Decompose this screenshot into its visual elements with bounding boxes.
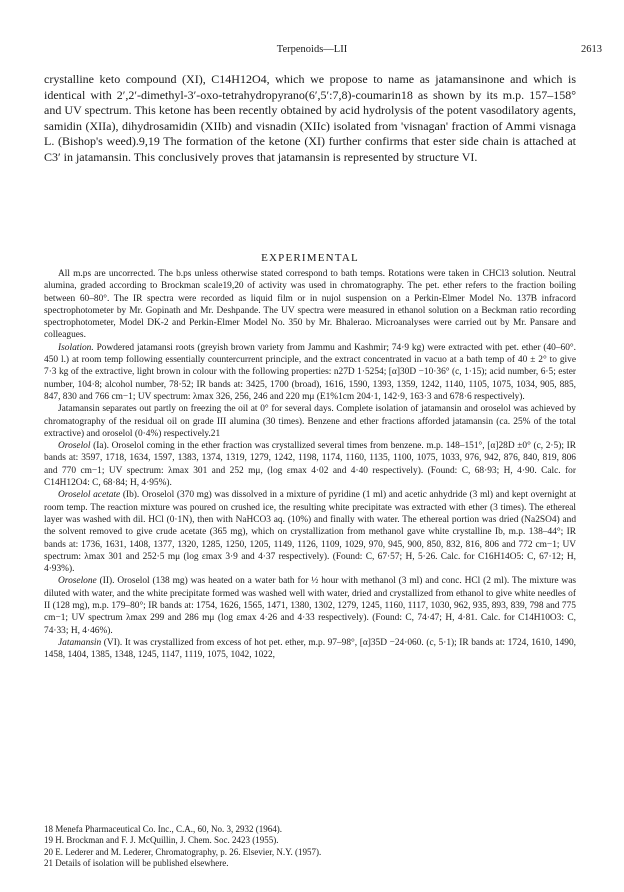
oroselol-acetate-text: (Ib). Oroselol (370 mg) was dissolved in a mixture of pyridine (1 ml) and acetic anhydride (3 ml) and kept overnight at room temp. The reaction mixture was poured on crushed ice, the resulting white precipitate was extracted with ether (3 times). The ethereal layer was washed with dil. HCl (0·1N), then with NaHCO3 aq. (10%) and finally with water. The ethereal portion was dried (Na2SO4) and the solvent removed to give crude acetate (365 mg), which on crystallization from methanol gave white crystalline Ib, m.p. 138–44°; IR bands at: 1736, 1631, 1408, 1377, 1320, 1285, 1250, 1205, 1149, 1126, 1109, 1029, 970, 945, 900, 850, 832, 816, 806 and 772 cm−1; UV spectrum: λmax 301 and 252·5 mμ (log εmax 3·9 and 4·37 respectively). (Found: C, 67·57; H, 5·26. Calc. for C16H14O5: C, 67·12; H, 4·93%). <box>44 490 576 575</box>
oroselol-acetate-paragraph <box>44 489 576 575</box>
general-methods-paragraph: All m.ps are uncorrected. The b.ps unless otherwise stated correspond to bath temps. Rotations were taken in CHCl3 solution. Neutral alumina, graded according to Brockman scale19,20 of activity was used in chromatography. The pet. ether refers to the fraction boiling between 60–80°. The IR spectra were recorded as liquid film or in nujol suspension on a Perkin-Elmer Model No. 137B infracord spectrophotometer by Mr. Gopinath and Mr. Deshpande. The UV spectra were measured in ethanol solution on a Beckman ratio recording spectrophotometer, Model DK-2 and Perkin-Elmer Model No. 350 by Mr. Bhalerao. Microanalyses were carried out by Mr. Pansare and colleagues. <box>44 269 576 341</box>
section-heading-experimental: EXPERIMENTAL <box>261 252 359 264</box>
jatamansin-paragraph <box>44 637 576 662</box>
footnote-20: 20 E. Lederer and M. Lederer, Chromatography, p. 26. Elsevier, N.Y. (1957). <box>44 846 322 857</box>
oroselol-title: Oroselol <box>58 441 91 452</box>
running-header <box>22 44 602 58</box>
oroselol-text: (Ia). Oroselol coming in the ether fraction was crystallized several times from benzene. m.p. 148–151°, [α]28D ±0° (c, 2·5); IR bands at: 3597, 1718, 1634, 1597, 1383, 1374, 1319, 1279, 1242, 1198, 1174, 1160, 1135, 1100, 1075, 1033, 976, 942, 876, 840, 819, 806 and 770 cm−1; UV spectrum: λmax 301 and 252 mμ, (log εmax 4·02 and 4·40 respectively). (Found: C, 68·93; H, 4·90. Calc. for C14H12O4: C, 68·84; H, 4·95%). <box>44 441 576 489</box>
jatamansin-text: (VI). It was crystallized from excess of hot pet. ether, m.p. 97–98°, [α]35D −24·060. (c, 5·1); IR bands at: 1724, 1610, 1490, 1458, 1404, 1385, 1348, 1245, 1147, 1119, 1075, 1042, 1022, <box>44 637 576 661</box>
oroselone-title: Oroselone <box>58 576 97 587</box>
jatamansin-title: Jatamansin <box>58 637 102 648</box>
experimental-section <box>44 268 576 662</box>
isolation-title: Isolation. <box>58 342 94 353</box>
oroselone-text: (II). Oroselol (138 mg) was heated on a water bath for ½ hour with methanol (3 ml) and conc. HCl (2 ml). The mixture was diluted with water, and the white precipitate formed was washed well with water, dried and crystallized from ethanol to give white needles of II (128 mg), m.p. 179–80°; IR bands at: 1754, 1626, 1565, 1471, 1380, 1302, 1279, 1245, 1160, 1117, 1030, 962, 935, 893, 839, 798 and 775 cm−1; UV spectrum λmax 299 and 286 mμ (log εmax 4·26 and 4·33 respectively). (Found: C, 74·47; H, 4·81. Calc. for C14H10O3: C, 74·33; H, 4·46%). <box>44 576 577 636</box>
intro-paragraph: crystalline keto compound (XI), C14H12O4, which we propose to name as jatamansinone and which is identical with 2′,2′-dimethyl-3′-oxo-tetrahydropyrano(6′,5′:7,8)-coumarin18 as shown by its m.p. 157–158° and UV spectrum. This ketone has been recently obtained by acid hydrolysis of the potent vasodilatory agents, samidin (XIIa), dihydrosamidin (XIIb) and visnadin (XIIc) isolated from 'visnagan' fraction of Ammi visnaga L. (Bishop's weed).9,19 The formation of the ketone (XI) further confirms that ester side chain is attached at C3′ in jatamansin. This conclusively proves that jatamansin is represented by structure VI. <box>44 72 576 164</box>
running-title: Terpenoids—LII <box>276 44 348 55</box>
intro-paragraph-block <box>44 72 576 165</box>
page-number: 2613 <box>581 44 602 55</box>
footnote-18: 18 Menefa Pharmaceutical Co. Inc., C.A., 60, No. 3, 2932 (1964). <box>44 824 282 834</box>
oroselol-acetate-title: Oroselol acetate <box>58 490 121 501</box>
oroselone-paragraph <box>44 575 576 636</box>
footnote-21: 21 Details of isolation will be published elsewhere. <box>44 858 229 869</box>
isolation-text: Powdered jatamansi roots (greyish brown variety from Jammu and Kashmir; 74·9 kg) were extracted with pet. ether (40–60°. 450 l.) at room temp following essentially countercurrent principle, and the extract concentrated in vacuo at a bath temp of 40 ± 2° to give 7·3 kg of the extractive, light brown in colour with the following properties: n27D 1·5254; [α]30D −10·36° (c, 1·15); acid number, 6·5; ester number, 104·8; alcohol number, 78·52; IR bands at: 3425, 1700 (broad), 1616, 1590, 1393, 1359, 1242, 1140, 1105, 1075, 1034, 905, 885, 847, 830 and 766 cm−1; UV spectrum: λmax 326, 256, 246 and 220 mμ (E1%1cm 204·1, 142·9, 163·3 and 678·6 respectively). <box>44 342 577 402</box>
footnotes <box>44 824 576 870</box>
oroselol-paragraph <box>44 440 576 489</box>
isolation-paragraph <box>44 342 576 403</box>
footnote-19: 19 H. Brockman and F. J. McQuillin, J. Chem. Soc. 2423 (1955). <box>44 835 279 846</box>
separation-paragraph: Jatamansin separates out partly on freezing the oil at 0° for several days. Complete isolation of jatamansin and oroselol was achieved by chromatography of the residual oil on grade III alumina (30 times). Benzene and ether fractions afforded jatamansin (ca. 25% of the total extractive) and oroselol (0·4%) respectively.21 <box>44 404 576 439</box>
